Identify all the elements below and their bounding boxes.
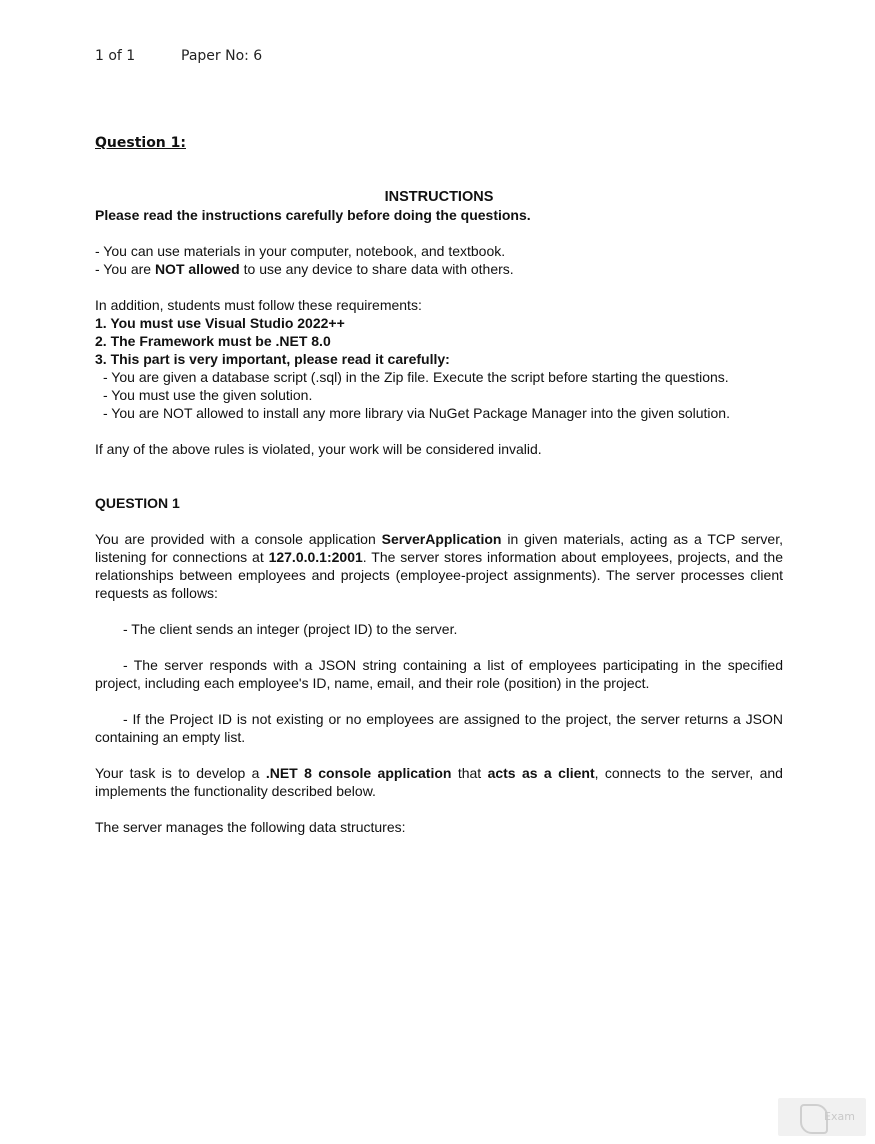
question-label: Question 1: bbox=[95, 135, 186, 151]
data-structures-intro: The server manages the following data structures: bbox=[95, 819, 406, 835]
requirement-subitem: - You are NOT allowed to install any more library via NuGet Package Manager into the given solution. bbox=[103, 405, 730, 421]
requirement-item: 3. This part is very important, please read it carefully: bbox=[95, 351, 450, 367]
question-heading: QUESTION 1 bbox=[95, 495, 180, 511]
requirement-item: 2. The Framework must be .NET 8.0 bbox=[95, 333, 331, 349]
page-counter: 1 of 1 bbox=[95, 48, 136, 64]
watermark-logo bbox=[778, 1098, 866, 1136]
question-paragraph: You are provided with a console application ServerApplication in given materials, acting as a TCP server, listening for connections at 127.0.0.1:2001. The server stores information about employees, projects, and the relationships between employees and projects (employee-project assignments). The server processes client requests as follows: bbox=[95, 531, 783, 601]
requirements-intro: In addition, students must follow these requirements: bbox=[95, 297, 422, 313]
document-body bbox=[95, 188, 783, 836]
instructions-subtitle: Please read the instructions carefully before doing the questions. bbox=[95, 207, 531, 223]
watermark-text: Exam bbox=[824, 1110, 855, 1123]
instruction-bullet: - You can use materials in your computer, notebook, and textbook. bbox=[95, 243, 506, 259]
requirement-item: 1. You must use Visual Studio 2022++ bbox=[95, 315, 345, 331]
instructions-title: INSTRUCTIONS bbox=[384, 189, 494, 205]
requirement-subitem: - You must use the given solution. bbox=[103, 387, 313, 403]
request-step: - The server responds with a JSON string containing a list of employees participating in the specified project, including each employee's ID, name, email, and their role (position) in the project. bbox=[95, 657, 783, 691]
task-paragraph: Your task is to develop a .NET 8 console application that acts as a client, connects to the server, and implements the functionality described below. bbox=[95, 765, 783, 799]
requirement-subitem: - You are given a database script (.sql) in the Zip file. Execute the script before starting the questions. bbox=[103, 369, 729, 385]
request-step: - If the Project ID is not existing or no employees are assigned to the project, the server returns a JSON containing an empty list. bbox=[95, 711, 783, 745]
invalid-warning: If any of the above rules is violated, your work will be considered invalid. bbox=[95, 441, 542, 457]
paper-number: Paper No: 6 bbox=[181, 48, 263, 64]
instruction-bullet: - You are NOT allowed to use any device to share data with others. bbox=[95, 261, 514, 277]
request-step: - The client sends an integer (project ID) to the server. bbox=[123, 621, 458, 637]
